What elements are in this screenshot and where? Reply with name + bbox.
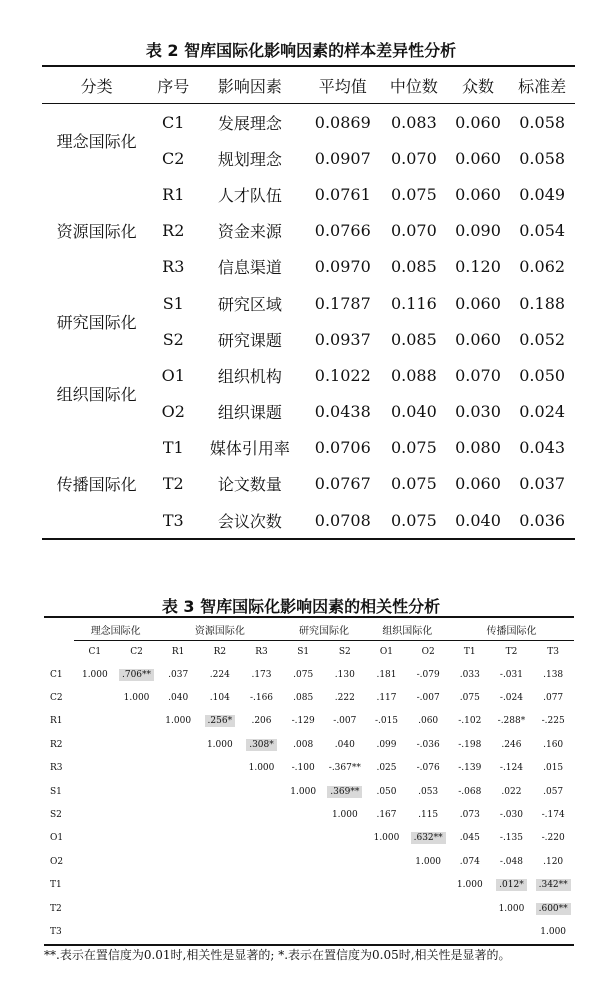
correlation-cell: -.129 xyxy=(291,716,315,727)
table-row xyxy=(44,803,574,826)
table2-title: 表 2 智库国际化影响因素的样本差异性分析 xyxy=(145,41,457,60)
significant-value: .600** xyxy=(536,903,571,915)
factor-cell: 论文数量 xyxy=(217,475,282,495)
correlation-cell xyxy=(157,827,199,850)
std-cell: 0.054 xyxy=(519,221,566,241)
mean-cell: 0.1022 xyxy=(314,365,371,385)
correlation-cell: -.139 xyxy=(458,763,482,774)
median-cell: 0.085 xyxy=(390,257,437,277)
row-label: T2 xyxy=(50,903,62,914)
correlation-cell: 1.000 xyxy=(290,786,317,797)
column-header: T2 xyxy=(505,647,518,657)
correlation-cell xyxy=(199,780,241,803)
row-label: S2 xyxy=(50,810,62,821)
correlation-cell: -.102 xyxy=(458,716,482,727)
correlation-cell xyxy=(74,850,116,873)
header-index: 序号 xyxy=(151,66,195,104)
correlation-cell xyxy=(157,757,199,780)
mode-cell: 0.060 xyxy=(455,293,501,313)
mean-cell: 0.0767 xyxy=(314,474,371,494)
group-header: 理念国际化 xyxy=(74,617,157,641)
correlation-cell: 1.000 xyxy=(373,833,400,844)
median-cell: 0.075 xyxy=(390,438,437,458)
index-cell: C1 xyxy=(162,112,185,132)
index-cell: S2 xyxy=(162,329,184,349)
correlation-cell xyxy=(199,803,241,826)
factor-cell: 媒体引用率 xyxy=(209,439,290,459)
correlation-cell xyxy=(116,733,158,756)
correlation-cell: .037 xyxy=(168,669,189,680)
table-row xyxy=(44,874,574,897)
correlation-cell: .060 xyxy=(418,716,439,727)
mean-cell: 0.0706 xyxy=(314,438,371,458)
mode-cell: 0.060 xyxy=(455,184,501,204)
median-cell: 0.075 xyxy=(390,184,437,204)
significant-value: .256* xyxy=(205,715,236,727)
correlation-cell: .045 xyxy=(459,833,480,844)
correlation-cell xyxy=(282,920,324,944)
correlation-cell: -.198 xyxy=(458,739,482,750)
column-header: R2 xyxy=(213,647,227,657)
correlation-cell: -.031 xyxy=(499,669,523,680)
correlation-cell xyxy=(407,827,449,850)
factor-cell: 研究课题 xyxy=(217,330,282,350)
correlation-cell: 1.000 xyxy=(123,693,150,704)
correlation-cell: -.036 xyxy=(416,739,440,750)
correlation-cell xyxy=(199,710,241,733)
std-cell: 0.050 xyxy=(519,365,566,385)
correlation-cell: .104 xyxy=(209,693,230,704)
correlation-cell xyxy=(282,803,324,826)
correlation-cell xyxy=(324,850,366,873)
index-cell: T3 xyxy=(151,502,195,539)
table-row xyxy=(44,663,574,686)
std-cell: 0.024 xyxy=(519,402,566,422)
mode-cell: 0.080 xyxy=(455,438,501,458)
group-header: 资源国际化 xyxy=(157,617,282,641)
correlation-cell xyxy=(74,733,116,756)
correlation-cell: 1.000 xyxy=(248,763,275,774)
correlation-cell: .206 xyxy=(251,716,272,727)
correlation-cell: -.015 xyxy=(374,716,399,727)
factor-cell: 组织课题 xyxy=(217,403,282,423)
correlation-cell: .040 xyxy=(168,693,189,704)
correlation-cell xyxy=(241,827,283,850)
median-cell: 0.075 xyxy=(390,474,437,494)
correlation-cell xyxy=(157,803,199,826)
significant-value: .706** xyxy=(119,669,154,681)
correlation-cell: .138 xyxy=(543,669,564,680)
correlation-cell: -.076 xyxy=(416,763,440,774)
std-cell: 0.037 xyxy=(519,474,566,494)
correlation-cell xyxy=(532,897,574,920)
std-cell: 0.058 xyxy=(519,148,566,168)
category-cell: 研究国际化 xyxy=(56,312,137,332)
correlation-cell xyxy=(74,827,116,850)
correlation-cell: -.288* xyxy=(497,716,526,727)
correlation-cell xyxy=(74,803,116,826)
correlation-cell: -.174 xyxy=(541,810,565,821)
mean-cell: 0.0869 xyxy=(314,112,371,132)
header-mode: 众数 xyxy=(447,66,510,104)
correlation-cell xyxy=(157,780,199,803)
column-header: S2 xyxy=(338,647,351,657)
std-cell: 0.049 xyxy=(519,184,566,204)
correlation-cell: -.124 xyxy=(499,763,523,774)
correlation-cell xyxy=(324,874,366,897)
index-cell: O1 xyxy=(161,365,185,385)
correlation-cell: .025 xyxy=(376,763,397,774)
correlation-cell: -.135 xyxy=(499,833,523,844)
table-row xyxy=(42,430,575,466)
correlation-cell xyxy=(157,920,199,944)
correlation-cell xyxy=(324,827,366,850)
correlation-cell xyxy=(324,897,366,920)
factor-cell: 资金来源 xyxy=(217,222,282,242)
column-header: O1 xyxy=(379,647,394,657)
factor-cell: 发展理念 xyxy=(217,113,282,133)
row-label: C1 xyxy=(50,669,63,680)
sample-variance-table xyxy=(42,65,575,540)
table2-container xyxy=(42,65,575,540)
correlation-cell xyxy=(366,897,408,920)
correlation-cell xyxy=(491,920,533,944)
correlation-cell xyxy=(116,663,158,686)
row-label: R1 xyxy=(50,716,63,727)
table-row xyxy=(44,780,574,803)
correlation-cell xyxy=(199,827,241,850)
column-header: R1 xyxy=(171,647,185,657)
header-std: 标准差 xyxy=(509,66,575,104)
correlation-cell xyxy=(241,850,283,873)
table3-group-row xyxy=(44,617,574,641)
group-header: 传播国际化 xyxy=(449,617,574,641)
correlation-cell: .008 xyxy=(293,739,314,750)
header-median: 中位数 xyxy=(381,66,447,104)
significant-value: .342** xyxy=(536,879,571,891)
correlation-cell: .167 xyxy=(376,810,397,821)
table-row xyxy=(44,850,574,873)
std-cell: 0.188 xyxy=(519,293,566,313)
significant-value: .369** xyxy=(327,786,362,798)
correlation-cell xyxy=(157,874,199,897)
table-row xyxy=(44,733,574,756)
correlation-cell: 1.000 xyxy=(165,716,192,727)
correlation-cell: .222 xyxy=(334,693,355,704)
std-cell: 0.062 xyxy=(519,257,566,277)
mean-cell: 0.0937 xyxy=(314,329,371,349)
correlation-cell: 1.000 xyxy=(498,903,525,914)
correlation-cell: .130 xyxy=(334,669,355,680)
correlation-cell: .074 xyxy=(459,856,480,867)
table3-title: 表 3 智库国际化影响因素的相关性分析 xyxy=(161,597,441,616)
correlation-cell: .015 xyxy=(543,763,564,774)
correlation-table xyxy=(44,616,574,946)
row-label: R2 xyxy=(50,739,63,750)
mean-cell: 0.0766 xyxy=(314,221,371,241)
correlation-cell xyxy=(449,897,491,920)
table3-container xyxy=(44,616,574,946)
mode-cell: 0.060 xyxy=(455,474,501,494)
correlation-cell xyxy=(116,780,158,803)
index-cell: O2 xyxy=(161,402,185,422)
mean-cell: 0.0708 xyxy=(305,502,382,539)
table3-body xyxy=(44,663,574,945)
correlation-cell: .160 xyxy=(543,739,564,750)
correlation-cell xyxy=(74,757,116,780)
correlation-cell xyxy=(199,874,241,897)
significant-value: .012* xyxy=(496,879,527,891)
table-row xyxy=(42,176,575,212)
index-cell: S1 xyxy=(162,293,184,313)
correlation-cell xyxy=(74,686,116,709)
factor-cell: 信息渠道 xyxy=(217,258,282,278)
correlation-cell xyxy=(199,897,241,920)
mode-cell: 0.060 xyxy=(455,148,501,168)
mode-cell: 0.090 xyxy=(455,221,501,241)
column-header: R3 xyxy=(255,647,268,657)
column-header: C1 xyxy=(88,647,102,657)
correlation-cell xyxy=(324,780,366,803)
correlation-cell: -.024 xyxy=(499,693,523,704)
row-label: R3 xyxy=(50,763,63,774)
mean-cell: 0.1787 xyxy=(314,293,371,313)
row-label: T3 xyxy=(44,920,74,944)
category-cell: 组织国际化 xyxy=(56,385,137,404)
correlation-cell xyxy=(366,874,408,897)
correlation-cell xyxy=(157,733,199,756)
correlation-cell xyxy=(199,757,241,780)
table-row xyxy=(42,357,575,393)
correlation-cell xyxy=(74,897,116,920)
mode-cell: 0.040 xyxy=(447,502,510,539)
correlation-cell xyxy=(366,920,408,944)
correlation-cell: .181 xyxy=(376,669,397,680)
index-cell: T2 xyxy=(162,474,184,494)
table2-header-row xyxy=(42,66,575,104)
factor-cell: 人才队伍 xyxy=(217,185,282,205)
correlation-cell: .224 xyxy=(209,669,230,680)
column-header: O2 xyxy=(421,647,435,657)
correlation-cell: .050 xyxy=(376,786,397,797)
correlation-cell: .033 xyxy=(459,669,480,680)
correlation-cell xyxy=(241,920,283,944)
category-cell: 理念国际化 xyxy=(56,131,137,151)
correlation-cell: .057 xyxy=(543,786,564,797)
factor-cell: 组织机构 xyxy=(217,366,282,386)
correlation-cell xyxy=(116,757,158,780)
correlation-cell: -.225 xyxy=(541,716,565,727)
column-header: T3 xyxy=(547,647,559,657)
mode-cell: 0.060 xyxy=(455,112,501,132)
correlation-cell xyxy=(116,827,158,850)
correlation-cell xyxy=(74,874,116,897)
index-cell: R1 xyxy=(162,184,185,204)
correlation-cell: .022 xyxy=(501,786,522,797)
correlation-cell xyxy=(74,920,116,944)
correlation-cell: .115 xyxy=(418,810,439,821)
factor-cell: 研究区域 xyxy=(217,294,282,314)
column-header: T1 xyxy=(463,647,476,657)
row-label: O2 xyxy=(50,856,64,867)
corner-cell xyxy=(44,617,74,641)
table-row xyxy=(44,920,574,944)
correlation-cell: .173 xyxy=(251,669,272,680)
factor-cell: 规划理念 xyxy=(217,149,282,169)
mode-cell: 0.060 xyxy=(455,329,501,349)
table-row xyxy=(44,686,574,709)
mean-cell: 0.0761 xyxy=(314,184,371,204)
correlation-cell xyxy=(241,874,283,897)
row-label: S1 xyxy=(50,786,62,797)
correlation-cell xyxy=(74,710,116,733)
correlation-cell: -.007 xyxy=(333,716,357,727)
correlation-cell: -.068 xyxy=(458,786,482,797)
correlation-cell: 1.000 xyxy=(415,856,442,867)
significant-value: .308* xyxy=(246,739,277,751)
correlation-cell: -.048 xyxy=(499,856,523,867)
correlation-cell: -.079 xyxy=(416,669,440,680)
correlation-cell: -.100 xyxy=(291,763,315,774)
table-row xyxy=(44,827,574,850)
row-label: O1 xyxy=(50,833,64,844)
correlation-cell xyxy=(407,897,449,920)
median-cell: 0.088 xyxy=(390,365,437,385)
median-cell: 0.070 xyxy=(390,148,437,168)
mode-cell: 0.070 xyxy=(455,365,501,385)
median-cell: 0.116 xyxy=(390,293,437,313)
std-cell: 0.058 xyxy=(519,112,566,132)
correlation-cell: .099 xyxy=(376,739,397,750)
correlation-cell xyxy=(116,897,158,920)
correlation-cell: 1.000 xyxy=(206,739,233,750)
factor-cell: 会议次数 xyxy=(195,502,304,539)
correlation-cell xyxy=(116,850,158,873)
category-cell: 传播国际化 xyxy=(42,430,151,540)
correlation-cell xyxy=(407,920,449,944)
table2-body xyxy=(42,104,575,540)
correlation-cell: .075 xyxy=(459,693,480,704)
index-cell: T1 xyxy=(162,438,184,458)
std-cell: 0.043 xyxy=(519,438,566,458)
correlation-cell: .075 xyxy=(293,669,314,680)
correlation-cell xyxy=(449,920,491,944)
correlation-cell: -.220 xyxy=(541,833,565,844)
mode-cell: 0.120 xyxy=(455,257,501,277)
index-cell: C2 xyxy=(162,148,185,168)
corner-cell xyxy=(44,641,74,664)
correlation-cell xyxy=(532,874,574,897)
index-cell: R3 xyxy=(162,257,185,277)
correlation-cell xyxy=(282,827,324,850)
correlation-cell xyxy=(116,803,158,826)
correlation-cell xyxy=(491,874,533,897)
correlation-cell: 1.000 xyxy=(532,920,574,944)
correlation-cell xyxy=(282,874,324,897)
correlation-cell: 1.000 xyxy=(331,810,358,821)
group-header: 组织国际化 xyxy=(366,617,449,641)
correlation-cell xyxy=(157,850,199,873)
correlation-cell: -.007 xyxy=(416,693,440,704)
correlation-cell xyxy=(116,710,158,733)
correlation-cell xyxy=(157,897,199,920)
footnote: **.表示在置信度为0.01时,相关性是显著的; *.表示在置信度为0.05时,相关性是显著的。 xyxy=(44,948,511,962)
correlation-cell: -.367** xyxy=(328,763,361,774)
mean-cell: 0.0907 xyxy=(314,148,371,168)
header-mean: 平均值 xyxy=(305,66,382,104)
correlation-cell xyxy=(366,850,408,873)
correlation-cell: .117 xyxy=(376,693,397,704)
row-label: C2 xyxy=(50,693,63,704)
correlation-cell xyxy=(241,733,283,756)
table-row xyxy=(42,104,575,141)
group-header: 研究国际化 xyxy=(282,617,365,641)
correlation-cell xyxy=(241,897,283,920)
correlation-cell: 1.000 xyxy=(456,880,483,891)
correlation-cell: .085 xyxy=(293,693,314,704)
median-cell: 0.085 xyxy=(390,329,437,349)
std-cell: 0.036 xyxy=(509,502,575,539)
median-cell: 0.075 xyxy=(381,502,447,539)
correlation-cell xyxy=(116,874,158,897)
mean-cell: 0.0438 xyxy=(314,402,371,422)
correlation-cell xyxy=(199,850,241,873)
table-row xyxy=(44,757,574,780)
correlation-cell xyxy=(199,920,241,944)
row-label: T1 xyxy=(50,880,62,891)
correlation-cell: .077 xyxy=(543,693,564,704)
column-header: S1 xyxy=(297,647,310,657)
table-row xyxy=(42,285,575,321)
correlation-cell xyxy=(407,874,449,897)
header-factor: 影响因素 xyxy=(195,66,304,104)
correlation-cell: .246 xyxy=(501,739,522,750)
median-cell: 0.083 xyxy=(390,112,437,132)
correlation-cell xyxy=(74,780,116,803)
median-cell: 0.040 xyxy=(390,402,437,422)
table-row xyxy=(44,710,574,733)
table3-column-row xyxy=(44,641,574,664)
correlation-cell xyxy=(241,803,283,826)
correlation-cell: .040 xyxy=(334,739,355,750)
header-category: 分类 xyxy=(42,66,151,104)
index-cell: R2 xyxy=(162,221,185,241)
mode-cell: 0.030 xyxy=(455,402,501,422)
correlation-cell: .073 xyxy=(459,810,480,821)
significant-value: .632** xyxy=(411,832,446,844)
mean-cell: 0.0970 xyxy=(314,257,371,277)
correlation-cell: .120 xyxy=(543,856,564,867)
table-row xyxy=(44,897,574,920)
correlation-cell: -.030 xyxy=(499,810,523,821)
median-cell: 0.070 xyxy=(390,221,437,241)
correlation-cell xyxy=(241,780,283,803)
column-header: C2 xyxy=(130,647,143,657)
correlation-cell: .053 xyxy=(418,786,439,797)
correlation-cell xyxy=(282,850,324,873)
category-cell: 资源国际化 xyxy=(56,222,137,242)
correlation-cell: -.166 xyxy=(249,693,274,704)
correlation-cell xyxy=(116,920,158,944)
correlation-cell xyxy=(282,897,324,920)
correlation-cell: 1.000 xyxy=(81,669,108,680)
std-cell: 0.052 xyxy=(519,329,566,349)
correlation-cell xyxy=(324,920,366,944)
